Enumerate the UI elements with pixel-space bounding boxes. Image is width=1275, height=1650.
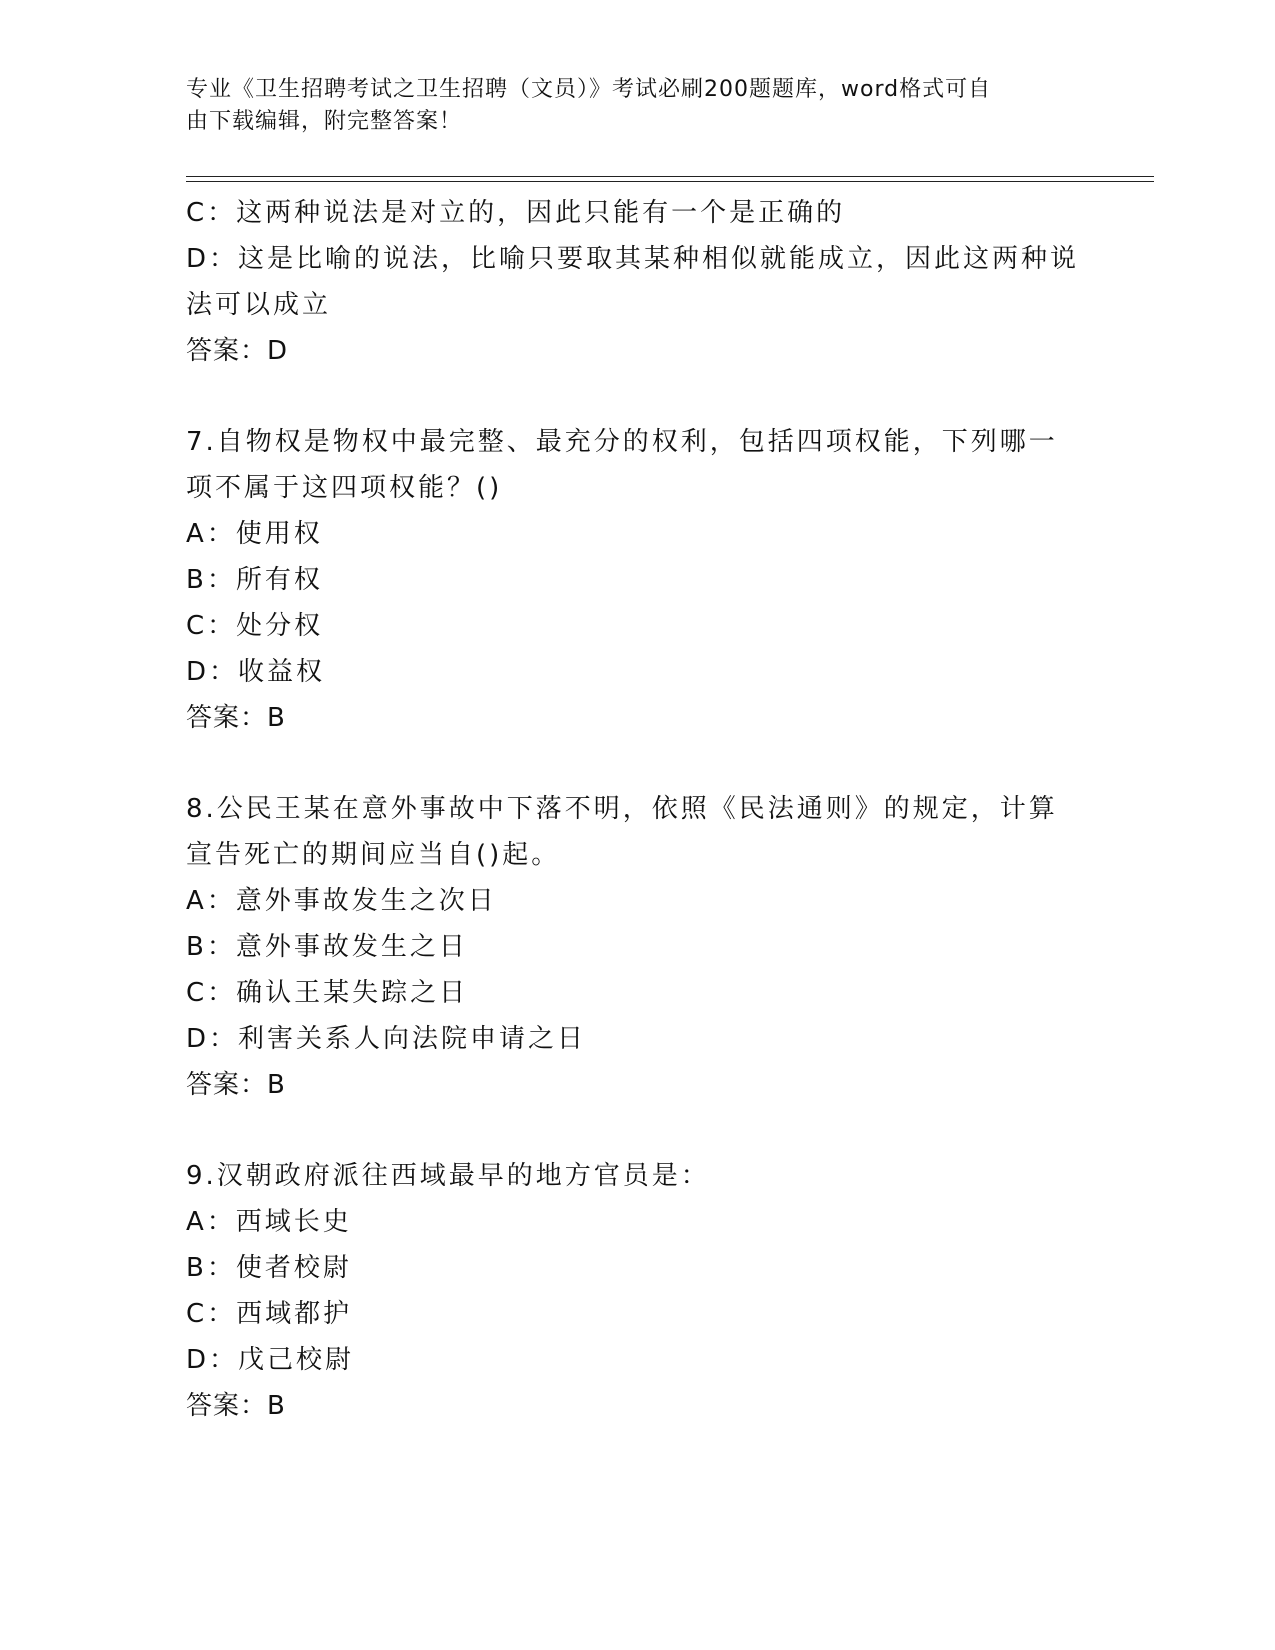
option-c: C：西域都护 bbox=[186, 1299, 353, 1329]
option-b: B：意外事故发生之日 bbox=[186, 932, 468, 962]
question-stem: 9.汉朝政府派往西域最早的地方官员是： bbox=[186, 1161, 710, 1191]
answer-line: 答案：B bbox=[186, 703, 286, 733]
option-a: A：意外事故发生之次日 bbox=[186, 886, 497, 916]
option-c: C：处分权 bbox=[186, 611, 324, 641]
answer-line: 答案：B bbox=[186, 1070, 286, 1100]
question-stem-continued: 项不属于这四项权能？() bbox=[186, 473, 503, 503]
question-6-continuation bbox=[186, 190, 1086, 374]
header-divider-top bbox=[186, 176, 1154, 177]
header-line-1: 专业《卫生招聘考试之卫生招聘（文员）》考试必刷200题题库，word格式可自 bbox=[186, 77, 992, 102]
option-b: B：使者校尉 bbox=[186, 1253, 352, 1283]
option-a: A：使用权 bbox=[186, 519, 323, 549]
header-divider-bottom bbox=[186, 181, 1154, 182]
option-d: D：戊己校尉 bbox=[186, 1345, 355, 1375]
option-d: D：利害关系人向法院申请之日 bbox=[186, 1024, 587, 1054]
option-b: B：所有权 bbox=[186, 565, 323, 595]
answer-line: 答案：B bbox=[186, 1391, 286, 1421]
option-c: C：这两种说法是对立的，因此只能有一个是正确的 bbox=[186, 198, 846, 228]
question-stem: 8.公民王某在意外事故中下落不明，依照《民法通则》的规定，计算 bbox=[186, 794, 1058, 824]
question-9 bbox=[186, 1153, 1086, 1429]
option-d: D：收益权 bbox=[186, 657, 326, 687]
document-header bbox=[186, 74, 1066, 138]
question-7 bbox=[186, 419, 1086, 741]
option-d-continued: 法可以成立 bbox=[186, 290, 332, 320]
option-c: C：确认王某失踪之日 bbox=[186, 978, 469, 1008]
option-a: A：西域长史 bbox=[186, 1207, 352, 1237]
header-line-2: 由下载编辑，附完整答案！ bbox=[186, 109, 463, 134]
option-d: D：这是比喻的说法，比喻只要取其某种相似就能成立，因此这两种说 bbox=[186, 244, 1080, 274]
document-body bbox=[186, 190, 1086, 1429]
question-stem-continued: 宣告死亡的期间应当自()起。 bbox=[186, 840, 561, 870]
question-stem: 7.自物权是物权中最完整、最充分的权利，包括四项权能，下列哪一 bbox=[186, 427, 1058, 457]
question-8 bbox=[186, 786, 1086, 1108]
answer-line: 答案：D bbox=[186, 336, 289, 366]
